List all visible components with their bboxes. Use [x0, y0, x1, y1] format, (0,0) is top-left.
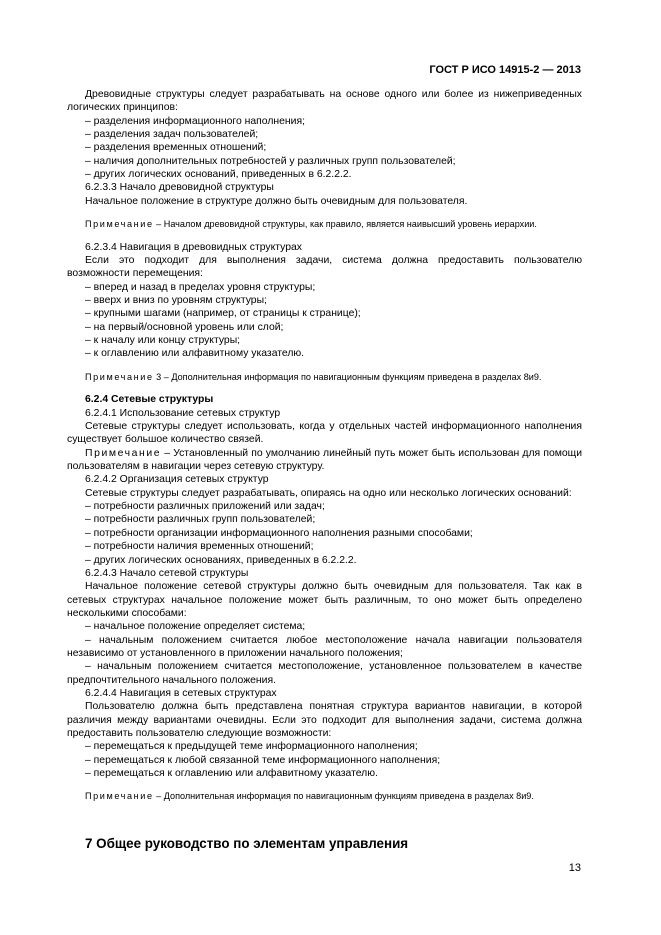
- list-item: – к оглавлению или алфавитному указателю.: [85, 348, 305, 360]
- list-item: – других логических оснований, приведенных в 6.2.2.2.: [85, 169, 352, 181]
- subsection-heading-6-2-4-4: 6.2.4.4 Навигация в сетевых структурах: [85, 687, 277, 699]
- list-item: – на первый/основной уровень или слой;: [85, 321, 284, 333]
- note-3: Примечание – Дополнительная информация по навигационным функциям приведена в разделах 8и9.: [85, 791, 534, 802]
- paragraph: Начальное положение сетевой структуры должно быть очевидным для пользователя. Так как в сетевых структурах начальное положение может быть различным, то оно может быть определено несколькими способами:: [67, 581, 582, 619]
- list-item: – перемещаться к оглавлению или алфавитному указателю.: [85, 768, 378, 779]
- note-1: Примечание – Началом древовидной структуры, как правило, является наивысший уровень иерархии.: [85, 219, 537, 230]
- section-heading-7: 7 Общее руководство по элементам управления: [85, 836, 409, 851]
- note-2: Примечание 3 – Дополнительная информация по навигационным функциям приведена в разделах 8и9.: [85, 371, 542, 382]
- list-item: – разделения информационного наполнения;: [85, 115, 305, 127]
- list-item: – перемещаться к любой связанной теме информационного наполнения;: [85, 754, 441, 766]
- list-item: – вверх и вниз по уровням структуры;: [85, 295, 267, 307]
- subsection-heading-6-2-3-3: 6.2.3.3 Начало древовидной структуры: [85, 182, 274, 194]
- page-number: 13: [568, 862, 581, 874]
- note-label: Примечание: [85, 219, 154, 230]
- paragraph: Начальное положение в структуре должно быть очевидным для пользователя.: [85, 195, 468, 207]
- paragraph: Если это подходит для выполнения задачи, система должна предоставить пользователю возможности перемещения:: [67, 255, 582, 280]
- inline-note: Примечание – Установленный по умолчанию линейный путь может быть использован для помощи пользователям в навигации через сетевую структуру.: [67, 447, 582, 473]
- note-label: Примечание: [85, 371, 154, 382]
- list-item: – перемещаться к предыдущей теме информационного наполнения;: [85, 741, 418, 753]
- list-item: – вперед и назад в пределах уровня структуры;: [85, 281, 316, 293]
- list-item: – начальным положением считается любое местоположение начала навигации пользователя независимо от установленного в приложении начального положения;: [67, 634, 582, 659]
- section-heading-6-2-4: 6.2.4 Сетевые структуры: [85, 394, 214, 406]
- list-item: – потребности организации информационного наполнения разными способами;: [85, 527, 473, 539]
- list-item: – начальным положением считается местоположение, установленное пользователем в качестве предпочтительного начального положения.: [67, 661, 582, 686]
- list-item: – потребности наличия временных отношений;: [85, 541, 314, 553]
- note-label: Примечание: [85, 447, 162, 459]
- standard-header: ГОСТ Р ИСО 14915-2 — 2013: [429, 64, 581, 76]
- list-item: – разделения задач пользователей;: [85, 129, 259, 141]
- paragraph: Сетевые структуры следует использовать, когда у отдельных частей информационного наполнения существует большое количество связей.: [67, 421, 582, 446]
- subsection-heading-6-2-4-1: 6.2.4.1 Использование сетевых структур: [85, 407, 281, 419]
- note-label: Примечание: [85, 791, 154, 802]
- paragraph-tree-principles: Древовидные структуры следует разрабатывать на основе одного или более из нижеприведенных логических принципов:: [67, 89, 582, 114]
- list-item: – других логических основаниях, приведенных в 6.2.2.2.: [85, 554, 357, 566]
- list-item: – наличия дополнительных потребностей у различных групп пользователей;: [85, 155, 456, 167]
- list-item: – разделения временных отношений;: [85, 142, 267, 154]
- subsection-heading-6-2-4-3: 6.2.4.3 Начало сетевой структуры: [85, 567, 249, 579]
- page-body: [67, 88, 582, 803]
- list-item: – потребности различных групп пользователей;: [85, 514, 316, 526]
- list-item: – потребности различных приложений или задач;: [85, 501, 325, 513]
- list-item: – начальное положение определяет система;: [85, 621, 306, 633]
- paragraph: Пользователю должна быть представлена понятная структура вариантов навигации, в которой различия между вариантами очевидны. Если это подходит для выполнения задачи, система должна предоставить пользователю следующие возможности:: [67, 701, 582, 739]
- paragraph: Сетевые структуры следует разрабатывать, опираясь на одно или несколько логических оснований:: [85, 487, 572, 499]
- subsection-heading-6-2-4-2: 6.2.4.2 Организация сетевых структур: [85, 474, 269, 486]
- list-item: – крупными шагами (например, от страницы к странице);: [85, 308, 361, 320]
- list-item: – к началу или концу структуры;: [85, 335, 241, 347]
- subsection-heading-6-2-3-4: 6.2.3.4 Навигация в древовидных структурах: [85, 241, 302, 253]
